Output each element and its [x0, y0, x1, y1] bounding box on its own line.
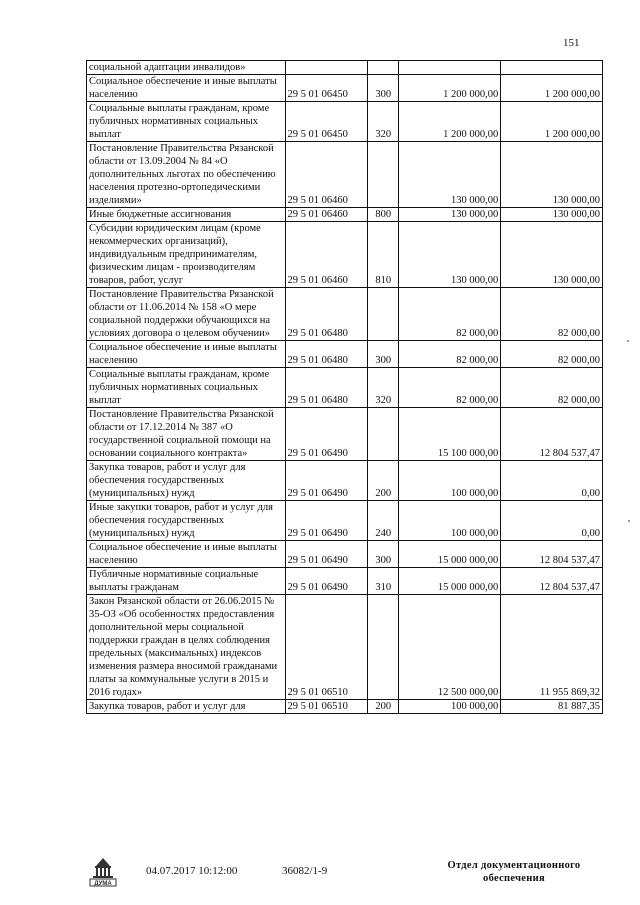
table-row	[87, 208, 603, 222]
cell-type: 200	[368, 461, 399, 501]
table-row	[87, 368, 603, 408]
cell-type: 320	[368, 102, 399, 142]
cell-type: 800	[368, 208, 399, 222]
cell-code: 29 5 01 06490	[285, 461, 368, 501]
cell-plan: 15 100 000,00	[399, 408, 501, 461]
cell-type	[368, 61, 399, 75]
table-row	[87, 501, 603, 541]
cell-code: 29 5 01 06460	[285, 222, 368, 288]
cell-code: 29 5 01 06450	[285, 75, 368, 102]
table-row	[87, 541, 603, 568]
cell-fact: 82 000,00	[501, 368, 603, 408]
footer-date: 04.07.2017 10:12:00	[146, 865, 238, 877]
cell-plan: 130 000,00	[399, 142, 501, 208]
cell-type: 300	[368, 541, 399, 568]
budget-table	[86, 60, 603, 714]
table-row	[87, 595, 603, 700]
cell-type: 810	[368, 222, 399, 288]
cell-code: 29 5 01 06510	[285, 595, 368, 700]
page-footer	[0, 855, 640, 895]
cell-fact: 130 000,00	[501, 208, 603, 222]
cell-code: 29 5 01 06480	[285, 341, 368, 368]
table-row	[87, 142, 603, 208]
cell-fact: 1 200 000,00	[501, 75, 603, 102]
cell-code: 29 5 01 06490	[285, 541, 368, 568]
cell-type: 240	[368, 501, 399, 541]
cell-code: 29 5 01 06480	[285, 368, 368, 408]
cell-type: 320	[368, 368, 399, 408]
cell-code: 29 5 01 06460	[285, 208, 368, 222]
cell-name: Субсидии юридическим лицам (кроме некоммерческих организаций), индивидуальным предпринимателям, физическим лицам - производителям товаров, работ, услуг	[87, 222, 286, 288]
cell-plan: 82 000,00	[399, 288, 501, 341]
cell-type	[368, 142, 399, 208]
cell-name: Иные бюджетные ассигнования	[87, 208, 286, 222]
footer-department: Отдел документационного обеспечения	[447, 860, 581, 884]
cell-name: Закупка товаров, работ и услуг для обеспечения государственных (муниципальных) нужд	[87, 461, 286, 501]
cell-fact: 0,00	[501, 461, 603, 501]
cell-type	[368, 408, 399, 461]
table-row	[87, 75, 603, 102]
cell-plan: 100 000,00	[399, 700, 501, 714]
cell-code: 29 5 01 06490	[285, 501, 368, 541]
cell-code	[285, 61, 368, 75]
page-number: 151	[563, 37, 580, 49]
cell-name: Социальное обеспечение и иные выплаты населению	[87, 75, 286, 102]
cell-name: Постановление Правительства Рязанской области от 17.12.2014 № 387 «О государственной социальной помощи на основании социального контракта»	[87, 408, 286, 461]
budget-table-body	[87, 61, 603, 714]
cell-code: 29 5 01 06510	[285, 700, 368, 714]
cell-name: Постановление Правительства Рязанской области от 11.06.2014 № 158 «О мере социальной поддержки обучающихся на условиях договора о целевом обучении»	[87, 288, 286, 341]
cell-name: социальной адаптации инвалидов»	[87, 61, 286, 75]
cell-code: 29 5 01 06490	[285, 408, 368, 461]
duma-logo-icon	[86, 855, 120, 889]
cell-type: 300	[368, 341, 399, 368]
cell-plan: 1 200 000,00	[399, 75, 501, 102]
cell-name: Закон Рязанской области от 26.06.2015 № 35-ОЗ «Об особенностях предоставления дополнительной меры социальной поддержки граждан в целях соблюдения предельных (максимальных) индексов изменения размера вносимой гражданами платы за коммунальные услуги в 2015 и 2016 годах»	[87, 595, 286, 700]
table-row	[87, 288, 603, 341]
cell-fact: 0,00	[501, 501, 603, 541]
table-row	[87, 61, 603, 75]
cell-fact	[501, 61, 603, 75]
cell-plan: 82 000,00	[399, 341, 501, 368]
cell-plan: 100 000,00	[399, 461, 501, 501]
cell-fact: 11 955 869,32	[501, 595, 603, 700]
cell-code: 29 5 01 06460	[285, 142, 368, 208]
cell-plan: 100 000,00	[399, 501, 501, 541]
scan-speck	[628, 520, 630, 522]
cell-plan: 130 000,00	[399, 222, 501, 288]
table-row	[87, 408, 603, 461]
cell-fact: 12 804 537,47	[501, 541, 603, 568]
logo-text: ДУМА	[94, 881, 112, 887]
footer-doc-number: 36082/1-9	[282, 865, 328, 877]
cell-plan: 15 000 000,00	[399, 541, 501, 568]
table-row	[87, 461, 603, 501]
cell-fact: 12 804 537,47	[501, 408, 603, 461]
cell-fact: 130 000,00	[501, 142, 603, 208]
scan-speck	[627, 340, 629, 342]
cell-fact: 82 000,00	[501, 288, 603, 341]
cell-plan: 82 000,00	[399, 368, 501, 408]
cell-type: 200	[368, 700, 399, 714]
cell-type	[368, 288, 399, 341]
cell-fact: 81 887,35	[501, 700, 603, 714]
cell-code: 29 5 01 06490	[285, 568, 368, 595]
cell-name: Социальные выплаты гражданам, кроме публичных нормативных социальных выплат	[87, 102, 286, 142]
cell-name: Социальное обеспечение и иные выплаты населению	[87, 541, 286, 568]
cell-type: 310	[368, 568, 399, 595]
cell-name: Иные закупки товаров, работ и услуг для обеспечения государственных (муниципальных) нужд	[87, 501, 286, 541]
cell-name: Социальные выплаты гражданам, кроме публичных нормативных социальных выплат	[87, 368, 286, 408]
table-row	[87, 222, 603, 288]
cell-plan: 15 000 000,00	[399, 568, 501, 595]
cell-fact: 82 000,00	[501, 341, 603, 368]
cell-fact: 12 804 537,47	[501, 568, 603, 595]
cell-plan: 12 500 000,00	[399, 595, 501, 700]
cell-plan	[399, 61, 501, 75]
table-row	[87, 341, 603, 368]
cell-fact: 130 000,00	[501, 222, 603, 288]
table-row	[87, 700, 603, 714]
cell-type: 300	[368, 75, 399, 102]
table-row	[87, 102, 603, 142]
table-row	[87, 568, 603, 595]
cell-name: Публичные нормативные социальные выплаты гражданам	[87, 568, 286, 595]
cell-code: 29 5 01 06480	[285, 288, 368, 341]
cell-plan: 130 000,00	[399, 208, 501, 222]
cell-plan: 1 200 000,00	[399, 102, 501, 142]
cell-name: Закупка товаров, работ и услуг для	[87, 700, 286, 714]
cell-name: Социальное обеспечение и иные выплаты населению	[87, 341, 286, 368]
cell-name: Постановление Правительства Рязанской области от 13.09.2004 № 84 «О дополнительных льготах по обеспечению населения протезно-ортопедическими изделиями»	[87, 142, 286, 208]
cell-code: 29 5 01 06450	[285, 102, 368, 142]
cell-type	[368, 595, 399, 700]
cell-fact: 1 200 000,00	[501, 102, 603, 142]
